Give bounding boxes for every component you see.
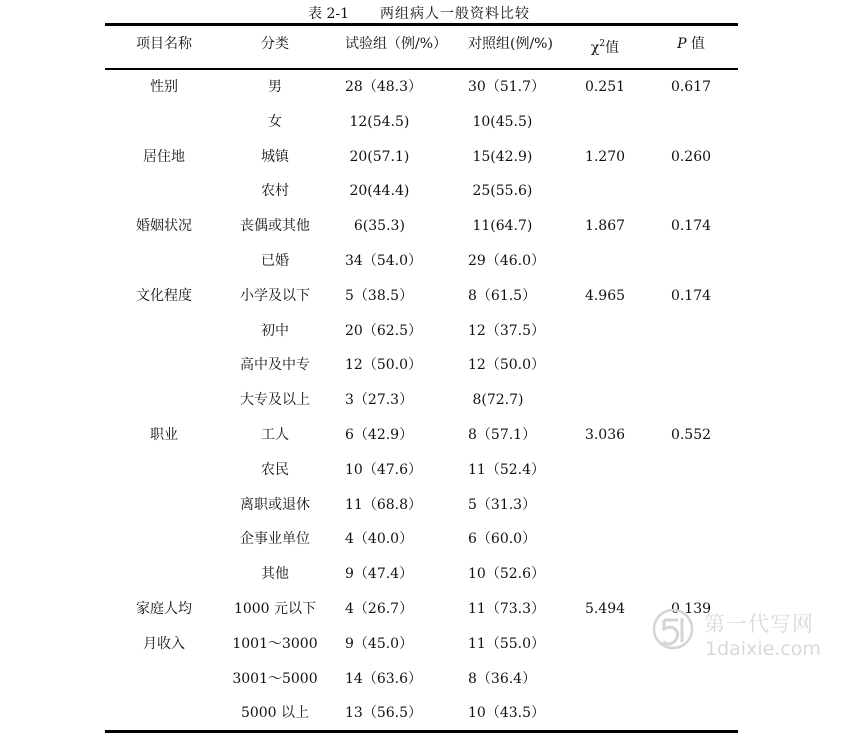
top-rule bbox=[105, 23, 738, 26]
row-category: 丧偶或其他 bbox=[240, 218, 310, 234]
row-category: 农村 bbox=[261, 183, 289, 199]
row-control-value: 5（31.3） bbox=[468, 497, 537, 513]
watermark-text-cn: 第一代写网 bbox=[704, 612, 814, 636]
row-control-value: 10（43.5） bbox=[468, 705, 545, 721]
row-experimental-value: 12(54.5) bbox=[345, 114, 410, 130]
header-chi-square: $\chi^2$值 bbox=[590, 39, 620, 56]
row-category: 离职或退休 bbox=[240, 497, 310, 513]
row-experimental-value: 28（48.3） bbox=[345, 79, 422, 95]
row-experimental-value: 12（50.0） bbox=[345, 357, 422, 373]
row-control-value: 8（61.5） bbox=[468, 288, 537, 304]
row-item-name: 文化程度 bbox=[136, 288, 192, 304]
row-experimental-value: 4（26.7） bbox=[345, 601, 414, 617]
row-category: 工人 bbox=[261, 427, 289, 443]
row-chi-square: 3.036 bbox=[584, 427, 626, 443]
row-experimental-value: 34（54.0） bbox=[345, 253, 422, 269]
row-p-value: 0.552 bbox=[670, 427, 712, 443]
row-control-value: 15(42.9) bbox=[468, 149, 533, 165]
row-control-value: 11(64.7) bbox=[468, 218, 533, 234]
row-experimental-value: 9（45.0） bbox=[345, 636, 414, 652]
row-category: 农民 bbox=[261, 462, 289, 478]
row-p-value: 0.174 bbox=[670, 218, 712, 234]
header-item-name: 项目名称 bbox=[136, 36, 192, 52]
row-experimental-value: 5（38.5） bbox=[345, 288, 414, 304]
watermark-logo-icon bbox=[650, 606, 696, 652]
row-control-value: 11（55.0） bbox=[468, 636, 545, 652]
row-experimental-value: 3（27.3） bbox=[345, 392, 414, 408]
row-category: 高中及中专 bbox=[240, 357, 310, 373]
row-control-value: 8(72.7) bbox=[468, 392, 524, 408]
row-control-value: 11（73.3） bbox=[468, 601, 545, 617]
row-control-value: 11（52.4） bbox=[468, 462, 545, 478]
row-item-name: 家庭人均 bbox=[136, 601, 192, 617]
row-item-name: 居住地 bbox=[143, 149, 185, 165]
row-control-value: 12（50.0） bbox=[468, 357, 545, 373]
row-control-value: 12（37.5） bbox=[468, 323, 545, 339]
row-experimental-value: 20(57.1) bbox=[345, 149, 410, 165]
row-p-value: 0.260 bbox=[670, 149, 712, 165]
row-category: 其他 bbox=[261, 566, 289, 582]
row-experimental-value: 6（42.9） bbox=[345, 427, 414, 443]
row-category: 企事业单位 bbox=[240, 531, 310, 547]
row-category: 5000 以上 bbox=[240, 705, 310, 721]
row-item-name: 月收入 bbox=[143, 636, 185, 652]
table-title: 两组病人一般资料比较 bbox=[380, 6, 530, 22]
row-chi-square: 4.965 bbox=[584, 288, 626, 304]
row-category: 城镇 bbox=[261, 149, 289, 165]
row-experimental-value: 20(44.4) bbox=[345, 183, 410, 199]
row-p-value: 0.617 bbox=[670, 79, 712, 95]
row-category: 男 bbox=[268, 79, 282, 95]
table-number: 表 2-1 bbox=[308, 6, 349, 22]
row-p-value: 0.139 bbox=[670, 601, 712, 617]
row-item-name: 性别 bbox=[150, 79, 178, 95]
row-control-value: 10（52.6） bbox=[468, 566, 545, 582]
row-control-value: 29（46.0） bbox=[468, 253, 545, 269]
row-category: 女 bbox=[268, 114, 282, 130]
header-experimental-group: 试验组（例/%） bbox=[345, 36, 448, 52]
bottom-rule bbox=[105, 730, 738, 733]
row-category: 初中 bbox=[261, 323, 289, 339]
row-chi-square: 5.494 bbox=[584, 601, 626, 617]
row-control-value: 30（51.7） bbox=[468, 79, 545, 95]
header-category: 分类 bbox=[261, 36, 289, 52]
header-rule bbox=[105, 68, 738, 70]
row-control-value: 8（57.1） bbox=[468, 427, 537, 443]
row-item-name: 职业 bbox=[150, 427, 178, 443]
row-category: 小学及以下 bbox=[240, 288, 310, 304]
watermark-text-en: 1daixie.com bbox=[705, 638, 821, 660]
row-experimental-value: 13（56.5） bbox=[345, 705, 422, 721]
row-experimental-value: 11（68.8） bbox=[345, 497, 422, 513]
row-control-value: 8（36.4） bbox=[468, 671, 537, 687]
row-category: 已婚 bbox=[261, 253, 289, 269]
row-experimental-value: 6(35.3) bbox=[345, 218, 405, 234]
row-experimental-value: 10（47.6） bbox=[345, 462, 422, 478]
row-control-value: 25(55.6) bbox=[468, 183, 533, 199]
row-category: 3001～5000 bbox=[232, 671, 318, 687]
row-category: 1000 元以下 bbox=[233, 601, 317, 617]
row-p-value: 0.174 bbox=[670, 288, 712, 304]
row-chi-square: 1.867 bbox=[584, 218, 626, 234]
row-experimental-value: 20（62.5） bbox=[345, 323, 422, 339]
table-caption bbox=[0, 2, 850, 22]
row-item-name: 婚姻状况 bbox=[136, 218, 192, 234]
row-control-value: 10(45.5) bbox=[468, 114, 533, 130]
row-category: 大专及以上 bbox=[240, 392, 310, 408]
row-experimental-value: 4（40.0） bbox=[345, 531, 414, 547]
header-control-group: 对照组(例/%) bbox=[468, 36, 553, 52]
row-experimental-value: 14（63.6） bbox=[345, 671, 422, 687]
watermark bbox=[650, 604, 845, 664]
row-category: 1001～3000 bbox=[232, 636, 318, 652]
header-p-value: P 值 bbox=[677, 36, 705, 52]
row-control-value: 6（60.0） bbox=[468, 531, 537, 547]
row-experimental-value: 9（47.4） bbox=[345, 566, 414, 582]
row-chi-square: 0.251 bbox=[584, 79, 626, 95]
row-chi-square: 1.270 bbox=[584, 149, 626, 165]
